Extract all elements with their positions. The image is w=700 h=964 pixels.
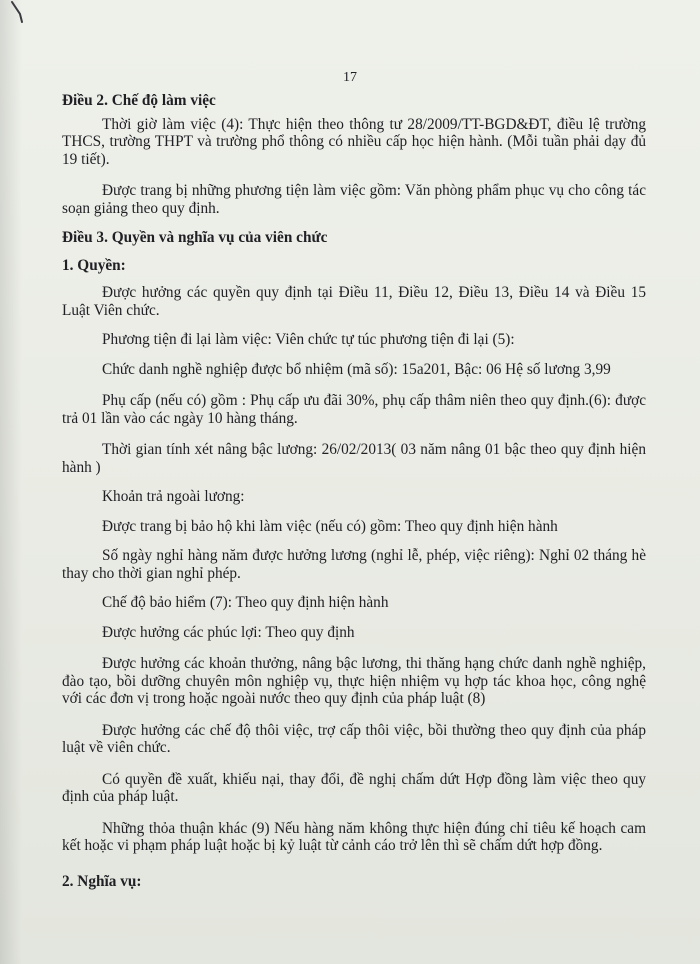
obligations-heading: 2. Nghĩa vụ: [62,872,142,890]
rights-item: Chế độ bảo hiểm (7): Theo quy định hiện hành [102,594,389,611]
document-body [62,92,646,890]
rights-item: Được hưởng các phúc lợi: Theo quy định [102,623,355,641]
article-3-heading: Điều 3. Quyền và nghĩa vụ của viên chức [62,229,328,246]
pen-mark [8,0,28,28]
working-hours-paragraph: Thời giờ làm việc (4): Thực hiện theo thông tư 28/2009/TT-BGD&ĐT, điều lệ trường THCS, trường THPT và trường phổ thông có nhiều cấp học hiện hành. (Mỗi tuần phải dạy đủ 19 tiết). [62,115,646,168]
rights-item: Số ngày nghỉ hàng năm được hưởng lương (nghỉ lễ, phép, việc riêng): Nghỉ 02 tháng hè thay cho thời gian nghỉ phép. [62,547,646,582]
article-2-heading: Điều 2. Chế độ làm việc [62,92,216,109]
page-number: 17 [343,70,357,85]
rights-heading: 1. Quyền: [62,256,126,274]
rights-item: Những thỏa thuận khác (9) Nếu hàng năm không thực hiện đúng chỉ tiêu kế hoạch cam kết hoặc vi phạm pháp luật hoặc bị kỷ luật từ cảnh cáo trở lên thì sẽ chấm dứt hợp đồng. [62,819,646,854]
rights-item: Khoản trả ngoài lương: [102,488,245,505]
rights-item: Được hưởng các quyền quy định tại Điều 11, Điều 12, Điều 13, Điều 14 và Điều 15 Luật Viên chức. [62,284,646,319]
rights-item: Được trang bị bảo hộ khi làm việc (nếu có) gồm: Theo quy định hiện hành [102,517,558,535]
rights-item: Chức danh nghề nghiệp được bổ nhiệm (mã số): 15a201, Bậc: 06 Hệ số lương 3,99 [102,360,611,378]
equipment-paragraph: Được trang bị những phương tiện làm việc gồm: Văn phòng phẩm phục vụ cho công tác soạn giảng theo quy định. [62,182,646,217]
rights-item: Phương tiện đi lại làm việc: Viên chức tự túc phương tiện đi lại (5): [102,331,515,348]
rights-item: Được hưởng các chế độ thôi việc, trợ cấp thôi việc, bồi thường theo quy định của pháp luật về viên chức. [62,721,646,756]
rights-item: Phụ cấp (nếu có) gồm : Phụ cấp ưu đãi 30%, phụ cấp thâm niên theo quy định.(6): được trả 01 lần vào các ngày 10 hàng tháng. [62,392,646,427]
rights-item: Được hưởng các khoản thưởng, nâng bậc lương, thi thăng hạng chức danh nghề nghiệp, đào tạo, bồi dưỡng chuyên môn nghiệp vụ, thực hiện nhiệm vụ hợp tác khoa học, công nghệ với các đơn vị trong hoặc ngoài nước theo quy định của pháp luật (8) [62,655,646,707]
rights-item: Có quyền đề xuất, khiếu nại, thay đổi, đề nghị chấm dứt Hợp đồng làm việc theo quy định của pháp luật. [62,770,646,805]
rights-item: Thời gian tính xét nâng bậc lương: 26/02/2013( 03 năm nâng 01 bậc theo quy định hiện hành ) [62,441,646,476]
